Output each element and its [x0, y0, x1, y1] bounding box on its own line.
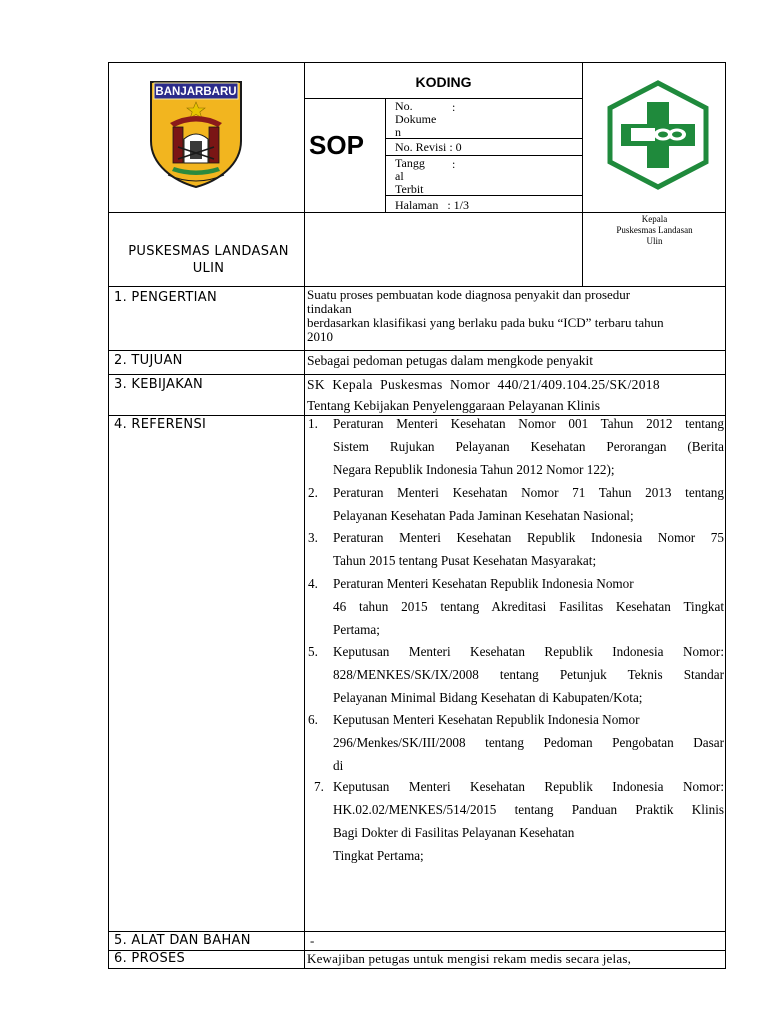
doc-number-field [395, 100, 580, 139]
referensi-number: 4. [308, 576, 318, 591]
referensi-number: 2. [308, 485, 318, 500]
puskesmas-logo [605, 80, 711, 190]
signer-block [584, 214, 725, 247]
issue-date-colon: : [452, 157, 456, 171]
section-label-kebijakan: 3. KEBIJAKAN [114, 377, 204, 392]
proses-text: Kewajiban petugas untuk mengisi rekam medis secara jelas, [307, 951, 632, 966]
referensi-number: 7. [314, 779, 324, 794]
pengertian-text [307, 288, 723, 344]
referensi-number: 6. [308, 712, 318, 727]
banjarbaru-logo [148, 79, 244, 189]
referensi-number: 1. [308, 416, 318, 431]
referensi-number: 5. [308, 644, 318, 659]
pengertian-line: tindakan [307, 301, 352, 316]
referensi-line: Peraturan Menteri Kesehatan Republik Indonesia Nomor [333, 576, 634, 591]
referensi-line: Peraturan Menteri Kesehatan Nomor 001 Tahun 2012 tentang [333, 416, 724, 431]
referensi-line: Tingkat Pertama; [333, 848, 424, 863]
referensi-line: Tahun 2015 tentang Pusat Kesehatan Masyarakat; [333, 553, 597, 568]
signer-line-2: Puskesmas Landasan [616, 225, 693, 235]
referensi-number: 3. [308, 530, 318, 545]
tujuan-text: Sebagai pedoman petugas dalam mengkode penyakit [307, 353, 594, 368]
pengertian-line: 2010 [307, 329, 333, 344]
revision-field: No. Revisi : 0 [395, 140, 462, 154]
section-label-referensi: 4. REFERENSI [114, 417, 207, 432]
referensi-line: Pelayanan Minimal Bidang Kesehatan di Kabupaten/Kota; [333, 690, 643, 705]
pengertian-line: berdasarkan klasifikasi yang berlaku pada buku “ICD” terbaru tahun [307, 315, 664, 330]
referensi-line: Peraturan Menteri Kesehatan Nomor 71 Tahun 2013 tentang [333, 485, 724, 500]
referensi-line: Negara Republik Indonesia Tahun 2012 Nomor 122); [333, 462, 615, 477]
section-label-proses: 6. PROSES [114, 951, 186, 966]
referensi-line: Keputusan Menteri Kesehatan Republik Indonesia Nomor: [333, 644, 724, 659]
unit-name: PUSKESMAS LANDASAN ULIN [128, 244, 289, 276]
referensi-line: 46 tahun 2015 tentang Akreditasi Fasilitas Kesehatan Tingkat [333, 599, 724, 614]
issue-date-label-3: Terbit [395, 182, 424, 196]
page-field: Halaman : 1/3 [395, 198, 469, 212]
document-title: KODING [415, 74, 472, 90]
doc-number-label-1: No. [395, 99, 413, 113]
referensi-line: Bagi Dokter di Fasilitas Pelayanan Kesehatan [333, 825, 575, 840]
logo-text: BANJARBARU [155, 86, 237, 98]
issue-date-label-2: al [395, 169, 404, 183]
signer-line-3: Ulin [646, 236, 663, 246]
section-label-alat: 5. ALAT DAN BAHAN [114, 933, 251, 948]
referensi-line: 296/Menkes/SK/III/2008 tentang Pedoman Pengobatan Dasar [333, 735, 724, 750]
sop-label: SOP [309, 130, 364, 160]
referensi-line: HK.02.02/MENKES/514/2015 tentang Panduan Praktik Klinis [333, 802, 724, 817]
kebijakan-line-1: SK Kepala Puskesmas Nomor 440/21/409.104.25/SK/2018 [307, 377, 660, 392]
issue-date-field [395, 157, 580, 196]
pengertian-line: Suatu proses pembuatan kode diagnosa penyakit dan prosedur [307, 287, 631, 302]
referensi-line: Keputusan Menteri Kesehatan Republik Indonesia Nomor [333, 712, 640, 727]
doc-number-label-2: Dokume [395, 112, 437, 126]
referensi-line: Sistem Rujukan Pelayanan Kesehatan Perorangan (Berita [333, 439, 724, 454]
kebijakan-line-2: Tentang Kebijakan Penyelenggaraan Pelayanan Klinis [307, 398, 600, 413]
doc-number-colon: : [452, 100, 456, 114]
referensi-line: di [333, 758, 344, 773]
referensi-line: Pertama; [333, 622, 380, 637]
doc-number-label-3: n [395, 125, 401, 139]
referensi-line: 828/MENKES/SK/IX/2008 tentang Petunjuk Teknis Standar [333, 667, 724, 682]
signer-line-1: Kepala [641, 214, 668, 224]
referensi-line: Pelayanan Kesehatan Pada Jaminan Kesehatan Nasional; [333, 508, 634, 523]
section-label-tujuan: 2. TUJUAN [114, 353, 183, 368]
issue-date-label-1: Tangg [395, 156, 425, 170]
referensi-line: Peraturan Menteri Kesehatan Republik Indonesia Nomor 75 [333, 530, 724, 545]
referensi-line: Keputusan Menteri Kesehatan Republik Indonesia Nomor: [333, 779, 724, 794]
alat-text: - [310, 933, 315, 948]
section-label-pengertian: 1. PENGERTIAN [114, 290, 217, 305]
